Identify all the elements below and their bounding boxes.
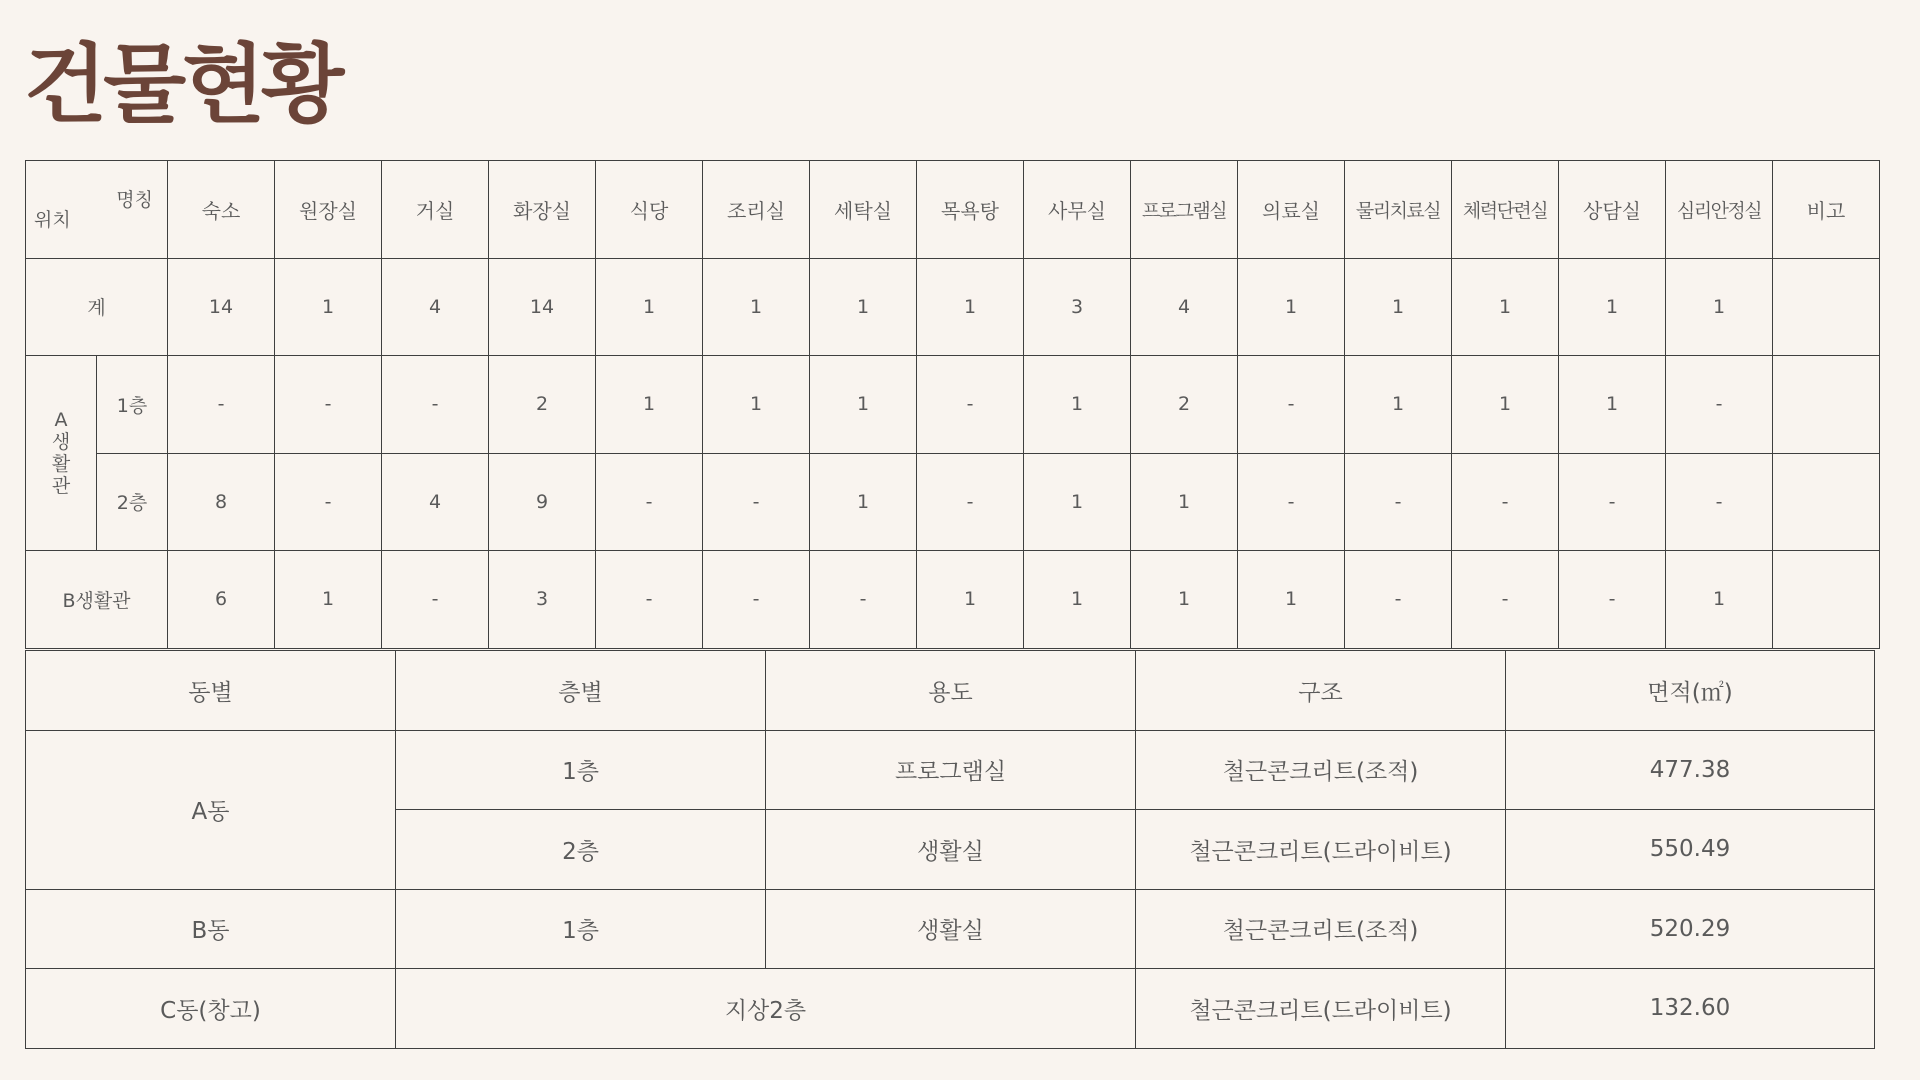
a-floor2-row bbox=[26, 453, 1880, 551]
table-cell: 14 bbox=[168, 258, 275, 356]
table-cell bbox=[1773, 453, 1880, 551]
column-header: 물리치료실 bbox=[1345, 161, 1452, 259]
table-cell: 1 bbox=[596, 356, 703, 454]
table-cell: - bbox=[1345, 551, 1452, 649]
table-cell: 1 bbox=[703, 356, 810, 454]
column-header: 프로그램실 bbox=[1131, 161, 1238, 259]
table-cell bbox=[1773, 551, 1880, 649]
corner-name-label: 명칭 bbox=[116, 189, 153, 211]
column-header: 체력단련실 bbox=[1452, 161, 1559, 259]
room-header-row bbox=[26, 161, 1880, 259]
building-name: A동 bbox=[26, 730, 396, 889]
table-cell: - bbox=[703, 453, 810, 551]
column-header: 구조 bbox=[1136, 651, 1506, 731]
table-cell: 132.60 bbox=[1506, 969, 1875, 1049]
column-header: 의료실 bbox=[1238, 161, 1345, 259]
floor-label: 1층 bbox=[97, 356, 168, 454]
table-cell: 3 bbox=[1024, 258, 1131, 356]
table-cell: - bbox=[1666, 356, 1773, 454]
table-cell: 1 bbox=[810, 258, 917, 356]
table-cell: 1 bbox=[1345, 258, 1452, 356]
table-cell: - bbox=[1559, 453, 1666, 551]
table-cell: 4 bbox=[382, 453, 489, 551]
table-cell: 철근콘크리트(조적) bbox=[1136, 889, 1506, 969]
vertical-label-char: 활 bbox=[51, 453, 71, 475]
building-name: C동(창고) bbox=[26, 969, 396, 1049]
table-cell: 1 bbox=[917, 258, 1024, 356]
table-cell: - bbox=[917, 356, 1024, 454]
column-header: 화장실 bbox=[489, 161, 596, 259]
column-header: 원장실 bbox=[275, 161, 382, 259]
column-header: 면적(㎡) bbox=[1506, 651, 1875, 731]
column-header: 심리안정실 bbox=[1666, 161, 1773, 259]
floor-label: 2층 bbox=[97, 453, 168, 551]
table-cell: 1 bbox=[596, 258, 703, 356]
column-header: 조리실 bbox=[703, 161, 810, 259]
table-cell: - bbox=[382, 551, 489, 649]
a-building-row-1 bbox=[26, 730, 1875, 810]
table-cell: 1 bbox=[1452, 356, 1559, 454]
table-cell: 550.49 bbox=[1506, 810, 1875, 890]
table-cell: - bbox=[703, 551, 810, 649]
table-cell: 9 bbox=[489, 453, 596, 551]
table-cell: 1 bbox=[703, 258, 810, 356]
table-cell bbox=[1773, 356, 1880, 454]
table-cell: 1 bbox=[1024, 453, 1131, 551]
table-cell: - bbox=[1666, 453, 1773, 551]
table-cell: 1 bbox=[810, 453, 917, 551]
table-cell: 1 bbox=[1024, 551, 1131, 649]
table-cell: 3 bbox=[489, 551, 596, 649]
column-header: 동별 bbox=[26, 651, 396, 731]
column-header: 세탁실 bbox=[810, 161, 917, 259]
table-cell: - bbox=[596, 453, 703, 551]
corner-location-label: 위치 bbox=[34, 208, 71, 231]
table-cell: 생활실 bbox=[766, 810, 1136, 890]
building-header-row bbox=[26, 651, 1875, 731]
table-cell: 1 bbox=[1452, 258, 1559, 356]
table-cell: 1 bbox=[1238, 258, 1345, 356]
table-cell: 1 bbox=[275, 551, 382, 649]
column-header: 식당 bbox=[596, 161, 703, 259]
table-cell: 1 bbox=[1024, 356, 1131, 454]
page-title: 건물현황 bbox=[24, 35, 341, 135]
table-cell: 1 bbox=[275, 258, 382, 356]
row-label: 계 bbox=[26, 258, 168, 356]
table-cell: - bbox=[1238, 453, 1345, 551]
table-cell: 2 bbox=[1131, 356, 1238, 454]
row-label: B생활관 bbox=[26, 551, 168, 649]
table-cell: 생활실 bbox=[766, 889, 1136, 969]
table-cell: - bbox=[1559, 551, 1666, 649]
column-header: 목욕탕 bbox=[917, 161, 1024, 259]
table-cell: 14 bbox=[489, 258, 596, 356]
table-cell: - bbox=[1452, 551, 1559, 649]
table-cell: 8 bbox=[168, 453, 275, 551]
table-cell: 1 bbox=[1559, 258, 1666, 356]
table-cell: 1 bbox=[1131, 551, 1238, 649]
table-cell: 지상2층 bbox=[396, 969, 1136, 1049]
table-cell: - bbox=[382, 356, 489, 454]
b-building-row bbox=[26, 551, 1880, 649]
table-cell: 철근콘크리트(드라이비트) bbox=[1136, 969, 1506, 1049]
a-building-vertical-label bbox=[26, 356, 97, 551]
table-cell: - bbox=[810, 551, 917, 649]
table-cell: - bbox=[275, 356, 382, 454]
table-cell: 4 bbox=[382, 258, 489, 356]
column-header: 상담실 bbox=[1559, 161, 1666, 259]
corner-header-cell bbox=[26, 161, 168, 259]
column-header: 비고 bbox=[1773, 161, 1880, 259]
table-cell: 철근콘크리트(조적) bbox=[1136, 730, 1506, 810]
c-building-row bbox=[26, 969, 1875, 1049]
column-header: 용도 bbox=[766, 651, 1136, 731]
column-header: 숙소 bbox=[168, 161, 275, 259]
table-cell: 6 bbox=[168, 551, 275, 649]
table-cell: 프로그램실 bbox=[766, 730, 1136, 810]
vertical-label-char: 관 bbox=[51, 475, 71, 497]
table-cell bbox=[1773, 258, 1880, 356]
table-cell: 2층 bbox=[396, 810, 766, 890]
table-cell: 4 bbox=[1131, 258, 1238, 356]
table-cell: - bbox=[1452, 453, 1559, 551]
column-header: 거실 bbox=[382, 161, 489, 259]
table-cell: - bbox=[168, 356, 275, 454]
table-cell: 1 bbox=[810, 356, 917, 454]
vertical-label-char: 생 bbox=[51, 431, 71, 453]
total-row bbox=[26, 258, 1880, 356]
a-floor1-row bbox=[26, 356, 1880, 454]
table-cell: 1 bbox=[1559, 356, 1666, 454]
table-cell: 477.38 bbox=[1506, 730, 1875, 810]
table-cell: 1 bbox=[917, 551, 1024, 649]
table-cell: - bbox=[1238, 356, 1345, 454]
table-cell: - bbox=[596, 551, 703, 649]
column-header: 층별 bbox=[396, 651, 766, 731]
table-cell: - bbox=[1345, 453, 1452, 551]
vertical-label-char: A bbox=[54, 409, 68, 431]
building-info-table bbox=[25, 650, 1875, 1049]
table-cell: - bbox=[275, 453, 382, 551]
table-cell: 1 bbox=[1666, 551, 1773, 649]
table-cell: 1층 bbox=[396, 730, 766, 810]
table-cell: 철근콘크리트(드라이비트) bbox=[1136, 810, 1506, 890]
table-cell: 1 bbox=[1131, 453, 1238, 551]
b-building-row bbox=[26, 889, 1875, 969]
column-header: 사무실 bbox=[1024, 161, 1131, 259]
table-cell: 1 bbox=[1238, 551, 1345, 649]
room-count-table bbox=[25, 160, 1880, 649]
table-cell: 1 bbox=[1666, 258, 1773, 356]
table-cell: - bbox=[917, 453, 1024, 551]
table-cell: 1층 bbox=[396, 889, 766, 969]
table-cell: 1 bbox=[1345, 356, 1452, 454]
table-cell: 520.29 bbox=[1506, 889, 1875, 969]
building-name: B동 bbox=[26, 889, 396, 969]
table-cell: 2 bbox=[489, 356, 596, 454]
